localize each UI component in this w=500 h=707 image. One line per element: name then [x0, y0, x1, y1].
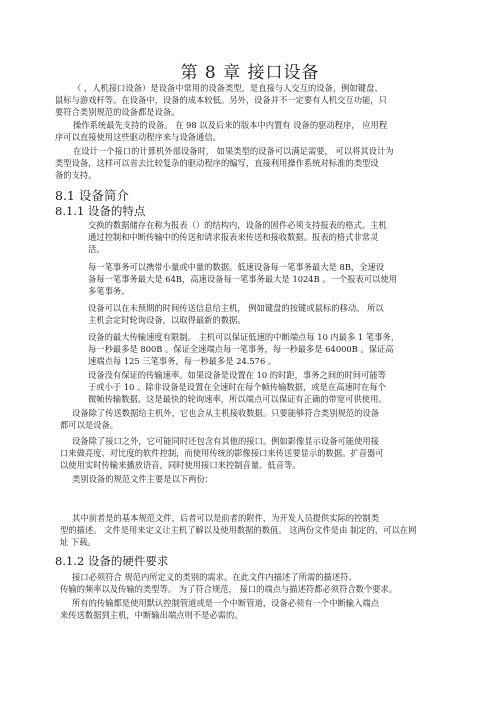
hardware-paragraph-2: 所有的传输都是使用默认控制管道或是一个中断管道，设备必须有一个中断输入端点 来传送数据到主机，中断输出端点则不是必需的。 [60, 598, 379, 620]
feature-item-1: 交换的数据储存在称为报表（）的结构内，设备的固件必须支持报表的格式。主机 通过控制和中断传输中的传送和请求报表来传送和接收数据。报表的格式非常灵 活。 [88, 220, 387, 254]
section-heading-8-1-2: 8.1.2 设备的硬件要求 [55, 554, 169, 568]
feature-item-5: 设备没有保证的传输速率。如果设备是设置在 10 的时距，事务之间的时间可能等 于或小于 10 。除非设备是设置在全速时在每个帧传输数据，或是在高速时在每个 微帧传输数据。这是最快的轮询速率，所以端点可以保证有正确的带宽可供使用。 [88, 370, 387, 404]
feature-item-4: 设备的最大传输速度有限制。 主机可以保证低速的中断端点每 10 内最多 1 笔事务， 每一秒最多是 800B 。保证全速端点每一笔事务，每一秒最多是 64000B 。保证高 速端点每 125 三笔事务，每一秒最多是 24.576 。 [88, 332, 400, 366]
section-heading-8-1-1: 8.1.1 设备的特点 [55, 204, 146, 218]
body-paragraph-d: 其中前者是的基本规范文件，后者可以是前者的附件，为开发人员提供实际的控制类 型的描述。 文件是用来定义让主机了解以及使用数据的数值。 这两份文件是由 制定的，可以在网 址 下载。 [60, 513, 417, 547]
section-heading-8-1: 8.1 设备简介 [55, 188, 129, 203]
body-paragraph-b: 设备除了接口之外，它可能同时还包含有其他的接口。例如影像显示设备可能使用接 口来做亮度、对比度的软件控制，而使用传统的影像接口来传送要显示的数据。扩音器可 以使用实时传输来播放语音，同时使用接口来控制音量、低音等。 [60, 436, 384, 470]
hardware-paragraph-1: 接口必须符合 规范内所定义的类别的需求。在此文件内描述了所需的描述符、 传输的频率以及传输的类型等。 为了符合规范， 接口的端点与描述符都必须符合数个要求。 [60, 572, 398, 594]
body-paragraph-c: 类别设备的规范文件主要是以下两份： [72, 474, 214, 484]
chapter-title: 第 8 章 接口设备 [180, 63, 320, 83]
feature-item-2: 每一笔事务可以携带小量或中量的数据。低速设备每一笔事务最大是 8B，全速设 备每一笔事务最大是 64B，高速设备每一笔事务最大是 1024B 。一个报表可以使用 多笔事务。 [88, 262, 397, 296]
intro-paragraph: （ ，人机接口设备）是设备中常用的设备类型，是直接与人交互的设备，例如键盘、 鼠标与游戏杆等。在设备中，设备的成本较低。另外，设备并不一定要有人机交互功能，只 要符合类别规范的设备都是设备。 [55, 83, 387, 117]
intro-paragraph-2: 操作系统最先支持的设备。 在 98 以及后来的版本中内置有 设备的驱动程序， 应用程 序可以直接使用这些驱动程序来与设备通信。 [55, 120, 388, 142]
body-paragraph-a: 设备除了传送数据给主机外，它也会从主机接收数据。只要能够符合类别规范的设备 都可以是设备。 [60, 408, 379, 430]
feature-item-3: 设备可以在未预期的时间传送信息给主机， 例如键盘的按键或鼠标的移动。 所以 主机会定时轮询设备，以取得最新的数据。 [88, 303, 384, 325]
intro-paragraph-3: 在设计一个接口的计算机外部设备时， 如果类型的设备可以满足需要， 可以将其设计为 类型设备，这样可以省去比较复杂的驱动程序的编写，直接利用操作系统对标准的类型设 备的支持。 [55, 146, 394, 180]
